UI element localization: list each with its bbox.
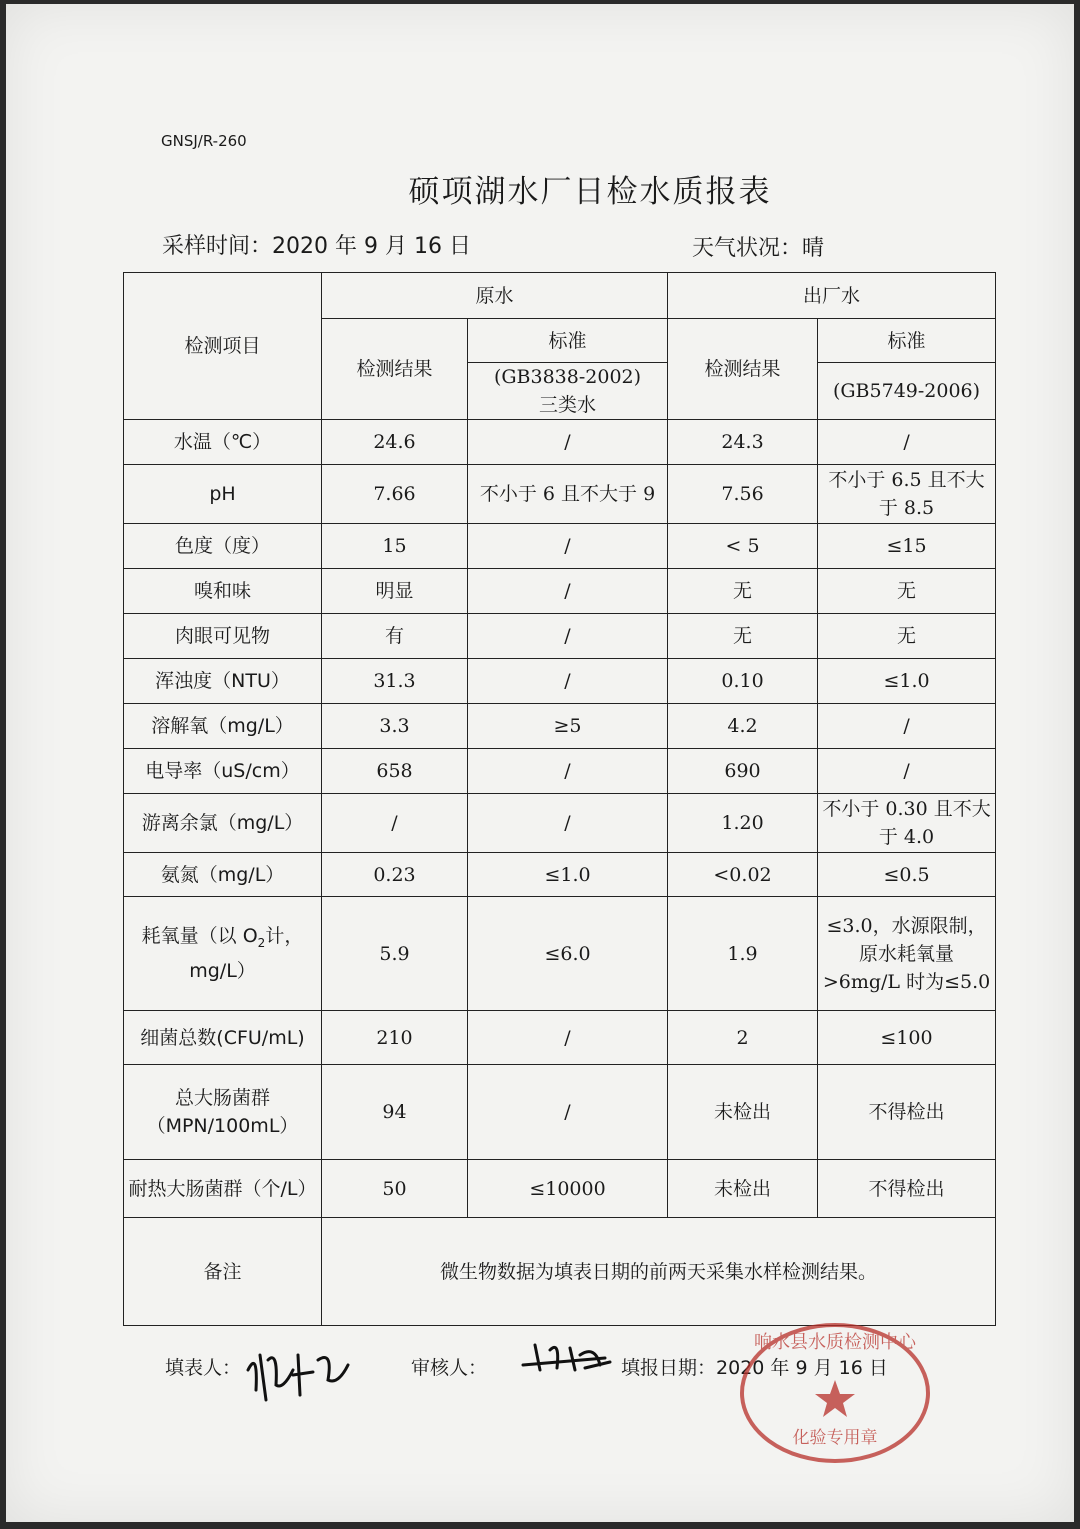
header-raw-standard-code: [468, 363, 668, 420]
raw-standard: /: [468, 569, 668, 614]
out-result: 24.3: [668, 420, 818, 465]
stamp-bottom-text: 化验专用章: [792, 1428, 878, 1448]
out-standard: /: [818, 704, 996, 749]
raw-result: 3.3: [322, 704, 468, 749]
note-label: 备注: [124, 1218, 322, 1326]
note-row: [124, 1218, 996, 1326]
raw-standard: /: [468, 524, 668, 569]
row-item: 水温（℃）: [124, 420, 322, 465]
out-standard: ≤3.0，水源限制，原水耗氧量>6mg/L 时为≤5.0: [818, 897, 996, 1011]
raw-standard-class: 三类水: [539, 394, 597, 416]
raw-standard: 不小于 6 且不大于 9: [468, 465, 668, 524]
header-item: 检测项目: [124, 273, 322, 420]
raw-standard-code: (GB3838-2002): [493, 366, 642, 388]
header-out-result: 检测结果: [668, 319, 818, 420]
row-item: pH: [124, 465, 322, 524]
out-result: 未检出: [668, 1160, 818, 1218]
out-result: 1.9: [668, 897, 818, 1011]
table-row: [124, 794, 996, 853]
out-standard: 不得检出: [818, 1160, 996, 1218]
out-standard: 不小于 6.5 且不大于 8.5: [818, 465, 996, 524]
table-row: [124, 659, 996, 704]
filler-signature: [238, 1330, 358, 1410]
stamp-ring-text: 响水县水质检测中心: [754, 1332, 916, 1353]
raw-result: 50: [322, 1160, 468, 1218]
weather: [692, 231, 824, 262]
reviewer-signature: [515, 1330, 615, 1380]
filler-label: 填表人：: [165, 1357, 242, 1379]
row-item: 游离余氯（mg/L）: [124, 794, 322, 853]
raw-standard: ≤10000: [468, 1160, 668, 1218]
table-row: [124, 704, 996, 749]
row-item: 电导率（uS/cm）: [124, 749, 322, 794]
row-item: 肉眼可见物: [124, 614, 322, 659]
row-item-part: 耗氧量（以 O: [141, 925, 258, 948]
stamp-star-icon: [815, 1380, 855, 1417]
out-standard: /: [818, 420, 996, 465]
raw-standard: ≥5: [468, 704, 668, 749]
row-item: 色度（度）: [124, 524, 322, 569]
raw-result: /: [322, 794, 468, 853]
water-quality-table: [123, 272, 996, 1326]
sampling-time: [162, 229, 471, 260]
raw-standard: /: [468, 1065, 668, 1160]
out-standard: /: [818, 749, 996, 794]
out-standard: 不小于 0.30 且不大于 4.0: [818, 794, 996, 853]
out-standard: 无: [818, 614, 996, 659]
header-out-standard-code: (GB5749-2006): [818, 363, 996, 420]
out-standard: 无: [818, 569, 996, 614]
inspection-stamp: [735, 1318, 935, 1468]
report-date-label: 填报日期：: [621, 1357, 717, 1379]
raw-result: 有: [322, 614, 468, 659]
out-result: 无: [668, 614, 818, 659]
raw-result: 0.23: [322, 853, 468, 897]
raw-result: 94: [322, 1065, 468, 1160]
row-item: 溶解氧（mg/L）: [124, 704, 322, 749]
out-result: 0.10: [668, 659, 818, 704]
out-result: 无: [668, 569, 818, 614]
out-result: 2: [668, 1011, 818, 1065]
header-finished-water: 出厂水: [668, 273, 996, 319]
row-item-subscript: 2: [257, 935, 266, 950]
raw-standard: ≤1.0: [468, 853, 668, 897]
out-result: <0.02: [668, 853, 818, 897]
out-standard: ≤0.5: [818, 853, 996, 897]
raw-standard: /: [468, 794, 668, 853]
raw-result: 31.3: [322, 659, 468, 704]
header-raw-result: 检测结果: [322, 319, 468, 420]
row-item: 氨氮（mg/L）: [124, 853, 322, 897]
raw-result: 5.9: [322, 897, 468, 1011]
row-item: 细菌总数(CFU/mL): [124, 1011, 322, 1065]
table-row: [124, 569, 996, 614]
table-row: [124, 614, 996, 659]
weather-value: 晴: [802, 236, 825, 261]
table-row: [124, 465, 996, 524]
out-standard: ≤15: [818, 524, 996, 569]
raw-result: 210: [322, 1011, 468, 1065]
out-standard: ≤100: [818, 1011, 996, 1065]
row-item-part: 计，mg/L）: [189, 925, 304, 982]
document-code: GNSJ/R-260: [161, 132, 247, 150]
raw-standard: /: [468, 749, 668, 794]
raw-standard: /: [468, 420, 668, 465]
raw-standard: /: [468, 659, 668, 704]
row-item: [124, 897, 322, 1011]
row-item: 嗅和味: [124, 569, 322, 614]
out-standard: 不得检出: [818, 1065, 996, 1160]
table-row: [124, 524, 996, 569]
out-result: 未检出: [668, 1065, 818, 1160]
table-row: [124, 853, 996, 897]
raw-standard: /: [468, 1011, 668, 1065]
raw-result: 658: [322, 749, 468, 794]
raw-result: 24.6: [322, 420, 468, 465]
sampling-time-label: 采样时间：: [162, 234, 273, 259]
header-out-standard: 标准: [818, 319, 996, 363]
row-item: 耐热大肠菌群（个/L）: [124, 1160, 322, 1218]
table-row: [124, 1160, 996, 1218]
table-row: [124, 1011, 996, 1065]
header-raw-water: 原水: [322, 273, 668, 319]
out-result: 1.20: [668, 794, 818, 853]
out-result: 4.2: [668, 704, 818, 749]
row-item: 总大肠菌群（MPN/100mL）: [124, 1065, 322, 1160]
table-row: [124, 1065, 996, 1160]
raw-result: 15: [322, 524, 468, 569]
out-result: 690: [668, 749, 818, 794]
table-row: [124, 897, 996, 1011]
table-row: [124, 420, 996, 465]
row-item: 浑浊度（NTU）: [124, 659, 322, 704]
out-result: < 5: [668, 524, 818, 569]
note-text: 微生物数据为填表日期的前两天采集水样检测结果。: [322, 1218, 996, 1326]
reviewer-label: 审核人：: [411, 1357, 488, 1379]
header-raw-standard: 标准: [468, 319, 668, 363]
raw-standard: /: [468, 614, 668, 659]
out-standard: ≤1.0: [818, 659, 996, 704]
raw-result: 明显: [322, 569, 468, 614]
report-date-value: 2020 年 9 月 16 日: [716, 1357, 888, 1379]
sampling-time-value: 2020 年 9 月 16 日: [272, 234, 471, 259]
page-title: 硕项湖水厂日检水质报表: [408, 174, 772, 210]
table-row: [124, 749, 996, 794]
weather-label: 天气状况：: [692, 236, 803, 261]
raw-result: 7.66: [322, 465, 468, 524]
out-result: 7.56: [668, 465, 818, 524]
raw-standard: ≤6.0: [468, 897, 668, 1011]
